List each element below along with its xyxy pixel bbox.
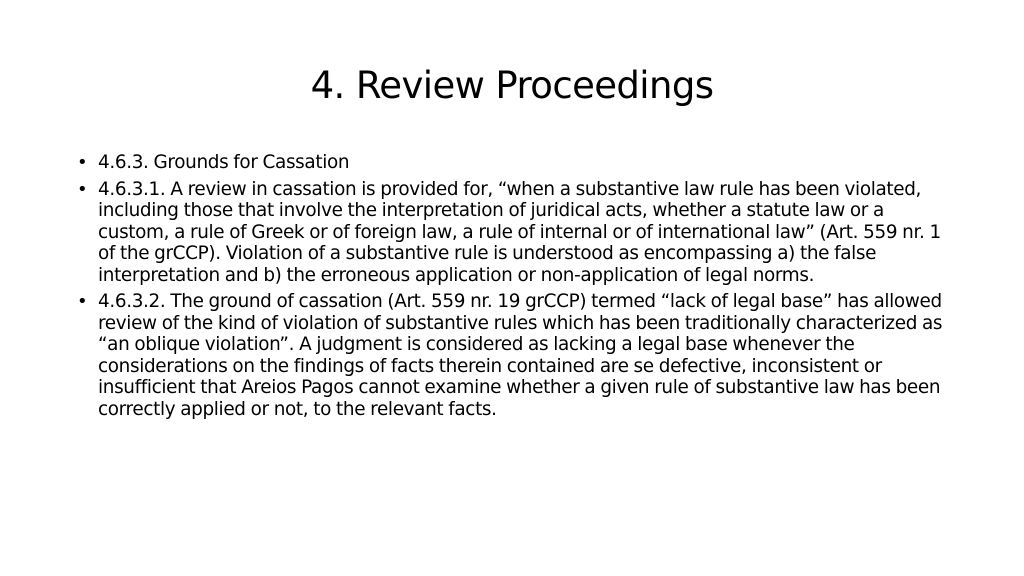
bullet-list xyxy=(76,152,951,420)
bullet-icon: • xyxy=(77,152,88,173)
slide-body xyxy=(76,152,951,425)
bullet-item-lack-of-legal-base xyxy=(76,291,951,420)
bullet-item-grounds xyxy=(76,152,951,174)
bullet-icon: • xyxy=(77,291,88,312)
bullet-icon: • xyxy=(77,178,88,200)
bullet-text: 4.6.3.2. The ground of cassation (Art. 559 nr. 19 grCCP) termed “lack of legal base” has allowed review of the kind of violation of substantive rules which has been traditionally characterized as “an oblique violation”. A judgment is considered as lacking a legal base whenever the considerations on the findings of facts therein contained are se defective, inconsistent or insufficient that Areios Pagos cannot examine whether a given rule of substantive law has been correctly applied or not, to the relevant facts. xyxy=(98,291,943,420)
bullet-text: 4.6.3. Grounds for Cassation xyxy=(98,152,350,173)
bullet-item-review-in-cassation xyxy=(76,179,951,287)
slide-title: 4. Review Proceedings xyxy=(310,64,714,107)
bullet-text: 4.6.3.1. A review in cassation is provided for, “when a substantive law rule has been violated, including those that involve the interpretation of juridical acts, whether a statute law or a custom, a rule of Greek or of foreign law, a rule of internal or of international law” (Art. 559 nr. 1 of the grCCP). Violation of a substantive rule is understood as encompassing a) the false interpretation and b) the erroneous application or non-application of legal norms. xyxy=(98,178,941,286)
